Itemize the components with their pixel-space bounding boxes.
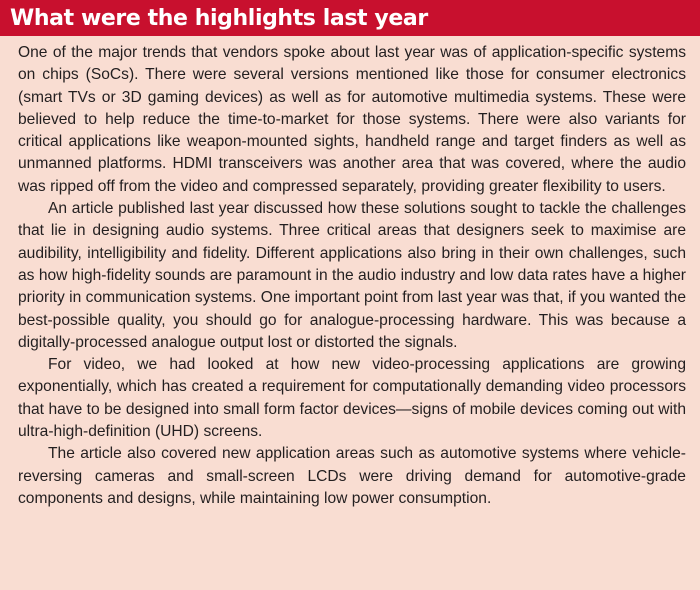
box-title: What were the highlights last year bbox=[10, 5, 428, 31]
article-body bbox=[0, 36, 700, 510]
paragraph-4: The article also covered new application areas such as automotive systems where vehicle-reversing cameras and small-screen LCDs were driving demand for automotive-grade components and designs, while maintaining low power consumption. bbox=[18, 445, 686, 507]
paragraph-2: An article published last year discussed how these solutions sought to tackle the challenges that lie in designing audio systems. Three critical areas that designers seek to maximise are audibility, intelligibility and fidelity. Different applications also bring in their own challenges, such as how high-fidelity sounds are paramount in the audio industry and low data rates have a higher priority in communication systems. One important point from last year was that, if you wanted the best-possible quality, you should go for analogue-processing hardware. This was because a digitally-processed analogue output lost or distorted the signals. bbox=[18, 200, 686, 351]
paragraph-1: One of the major trends that vendors spoke about last year was of application-specific systems on chips (SoCs). There were several versions mentioned like those for consumer electronics (smart TVs or 3D gaming devices) as well as for automotive multimedia systems. These were believed to help reduce the time-to-market for those systems. There were also variants for critical applications like weapon-mounted sights, handheld range and target finders as well as unmanned platforms. HDMI transceivers was another area that was covered, where the audio was ripped off from the video and compressed separately, providing greater flexibility to users. bbox=[18, 44, 686, 195]
title-bar bbox=[0, 0, 700, 36]
paragraph-3: For video, we had looked at how new video-processing applications are growing exponentially, which has created a requirement for computationally demanding video processors that have to be designed into small form factor devices—signs of mobile devices coming out with ultra-high-definition (UHD) screens. bbox=[18, 356, 686, 441]
